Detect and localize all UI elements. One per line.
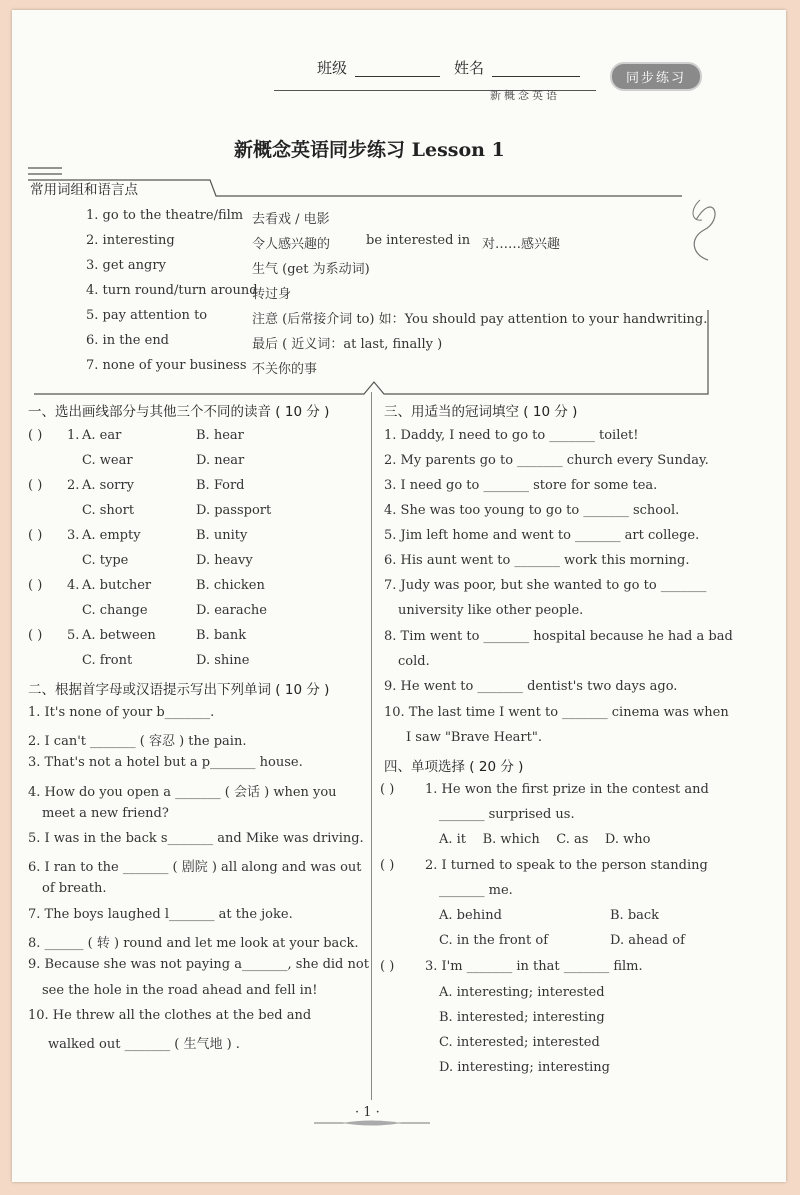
s3-line-8: 8. Tim went to _______ hospital because he had a bad (384, 629, 733, 644)
s3-line-8b: cold. (398, 654, 430, 669)
phrase-1-cn: 去看戏 / 电影 (252, 212, 330, 227)
phrase-1-en: 1. go to the theatre/film (86, 208, 244, 223)
s2-line-2: 2. I can't _______ ( 容忍 ) the pain. (28, 734, 247, 749)
phrase-7-cn: 不关你的事 (252, 362, 318, 377)
class-blank (355, 62, 440, 77)
s2-line-1: 1. It's none of your b_______. (28, 705, 215, 720)
s4-q2-stem-2: _______ me. (439, 883, 513, 898)
s4-q1-stem: 1. He won the first prize in the contest and (425, 782, 709, 797)
s1-q4-paren: ( ) (28, 578, 43, 593)
s1-q2-num: 2. (67, 478, 80, 493)
class-label: 班级 (317, 59, 348, 77)
phrase-3-en: 3. get angry (86, 258, 166, 273)
s3-line-10: 10. The last time I went to _______ cinema was when (384, 705, 729, 720)
s4-q2-d: D. ahead of (610, 933, 685, 948)
s1-q4-c: C. change (82, 603, 148, 618)
s3-line-6: 6. His aunt went to _______ work this morning. (384, 553, 690, 568)
s3-line-10b: I saw "Brave Heart". (406, 730, 542, 745)
s2-line-7: 7. The boys laughed l_______ at the joke. (28, 907, 293, 922)
phrases-heading: 常用词组和语言点 (30, 182, 138, 198)
s1-q3-d: D. heavy (196, 553, 253, 568)
s4-q3-c: C. interested; interested (439, 1035, 600, 1050)
phrase-4-en: 4. turn round/turn around (86, 283, 258, 298)
s4-q1-options: A. it B. which C. as D. who (439, 832, 651, 847)
brand-label: 新概念英语 (490, 89, 560, 102)
s3-line-7b: university like other people. (398, 603, 584, 618)
section4-heading: 四、单项选择 ( 20 分 ) (384, 759, 524, 775)
s4-q1-paren: ( ) (380, 782, 395, 797)
s4-q2-paren: ( ) (380, 858, 395, 873)
section1-heading: 一、选出画线部分与其他三个不同的读音 ( 10 分 ) (28, 404, 330, 420)
s2-line-6: 6. I ran to the _______ ( 剧院 ) all along and was out (28, 860, 362, 875)
sync-practice-ribbon: 同步练习 (610, 62, 702, 91)
phrase-5-en: 5. pay attention to (86, 308, 208, 323)
s1-q5-c: C. front (82, 653, 133, 668)
s1-q3-num: 3. (67, 528, 80, 543)
s1-q5-b: B. bank (196, 628, 247, 643)
phrase-2-extra-en: be interested in (366, 233, 471, 248)
s1-q1-d: D. near (196, 453, 245, 468)
footer-ornament (312, 1118, 432, 1128)
s1-q1-a: A. ear (82, 428, 122, 443)
s1-q5-a: A. between (82, 628, 156, 643)
s1-q4-a: A. butcher (82, 578, 152, 593)
s2-line-9: 9. Because she was not paying a_______, she did not (28, 957, 369, 972)
s2-line-4b: meet a new friend? (42, 806, 169, 821)
s2-line-10b: walked out _______ ( 生气地 ) . (48, 1037, 240, 1052)
phrase-5-cn: 注意 (后常接介词 to) 如：You should pay attention to your handwriting. (252, 312, 708, 327)
phrase-7-en: 7. none of your business (86, 358, 247, 373)
s4-q2-a: A. behind (439, 908, 502, 923)
s1-q3-a: A. empty (82, 528, 141, 543)
column-divider (371, 392, 372, 1100)
s3-line-7: 7. Judy was poor, but she wanted to go to _______ (384, 578, 707, 593)
s3-line-4: 4. She was too young to go to _______ school. (384, 503, 680, 518)
s1-q2-paren: ( ) (28, 478, 43, 493)
s2-line-8: 8. ______ ( 转 ) round and let me look at your back. (28, 936, 359, 951)
s1-q4-b: B. chicken (196, 578, 265, 593)
s4-q3-paren: ( ) (380, 959, 395, 974)
s2-line-5: 5. I was in the back s_______ and Mike was driving. (28, 831, 364, 846)
phrase-3-cn: 生气 (get 为系动词) (252, 262, 370, 277)
name-label: 姓名 (454, 59, 485, 77)
page-title: 新概念英语同步练习 Lesson 1 (234, 139, 505, 161)
s3-line-5: 5. Jim left home and went to _______ art college. (384, 528, 700, 543)
s4-q1-stem-2: _______ surprised us. (439, 807, 575, 822)
s4-q3-a: A. interesting; interested (439, 985, 605, 1000)
page-number: · 1 · (355, 1105, 380, 1120)
s3-line-1: 1. Daddy, I need to go to _______ toilet! (384, 428, 639, 443)
phrase-2-cn: 令人感兴趣的 (252, 237, 331, 252)
s4-q3-d: D. interesting; interesting (439, 1060, 610, 1075)
s1-q1-c: C. wear (82, 453, 133, 468)
s1-q2-d: D. passport (196, 503, 272, 518)
s4-q3-b: B. interested; interesting (439, 1010, 605, 1025)
s4-q3-stem: 3. I'm _______ in that _______ film. (425, 959, 643, 974)
s1-q3-paren: ( ) (28, 528, 43, 543)
s1-q2-a: A. sorry (82, 478, 134, 493)
phrase-4-cn: 转过身 (252, 287, 292, 302)
s1-q5-d: D. shine (196, 653, 250, 668)
s2-line-10: 10. He threw all the clothes at the bed and (28, 1008, 312, 1023)
section2-heading: 二、根据首字母或汉语提示写出下列单词 ( 10 分 ) (28, 682, 330, 698)
s1-q1-num: 1. (67, 428, 80, 443)
s1-q5-num: 5. (67, 628, 80, 643)
s1-q4-d: D. earache (196, 603, 267, 618)
s1-q1-paren: ( ) (28, 428, 43, 443)
s1-q4-num: 4. (67, 578, 80, 593)
s1-q5-paren: ( ) (28, 628, 43, 643)
worksheet-page (12, 10, 786, 1182)
s1-q2-b: B. Ford (196, 478, 245, 493)
s4-q2-c: C. in the front of (439, 933, 549, 948)
s1-q2-c: C. short (82, 503, 135, 518)
s4-q2-stem: 2. I turned to speak to the person standing (425, 858, 708, 873)
s1-q3-b: B. unity (196, 528, 248, 543)
s2-line-4: 4. How do you open a _______ ( 会话 ) when you (28, 785, 337, 800)
phrase-6-en: 6. in the end (86, 333, 170, 348)
phrase-2-en: 2. interesting (86, 233, 175, 248)
s4-q2-b: B. back (610, 908, 660, 923)
name-blank (492, 62, 580, 77)
s3-line-2: 2. My parents go to _______ church every Sunday. (384, 453, 709, 468)
s2-line-3: 3. That's not a hotel but a p_______ house. (28, 755, 303, 770)
s2-line-9b: see the hole in the road ahead and fell in! (42, 983, 318, 998)
s3-line-9: 9. He went to _______ dentist's two days ago. (384, 679, 678, 694)
phrase-2-extra-cn: 对……感兴趣 (482, 237, 561, 252)
s1-q1-b: B. hear (196, 428, 244, 443)
s2-line-6b: of breath. (42, 881, 107, 896)
section3-heading: 三、用适当的冠词填空 ( 10 分 ) (384, 404, 578, 420)
phrase-6-cn: 最后 ( 近义词：at last, finally ) (252, 337, 443, 352)
s3-line-3: 3. I need go to _______ store for some tea. (384, 478, 658, 493)
s1-q3-c: C. type (82, 553, 129, 568)
